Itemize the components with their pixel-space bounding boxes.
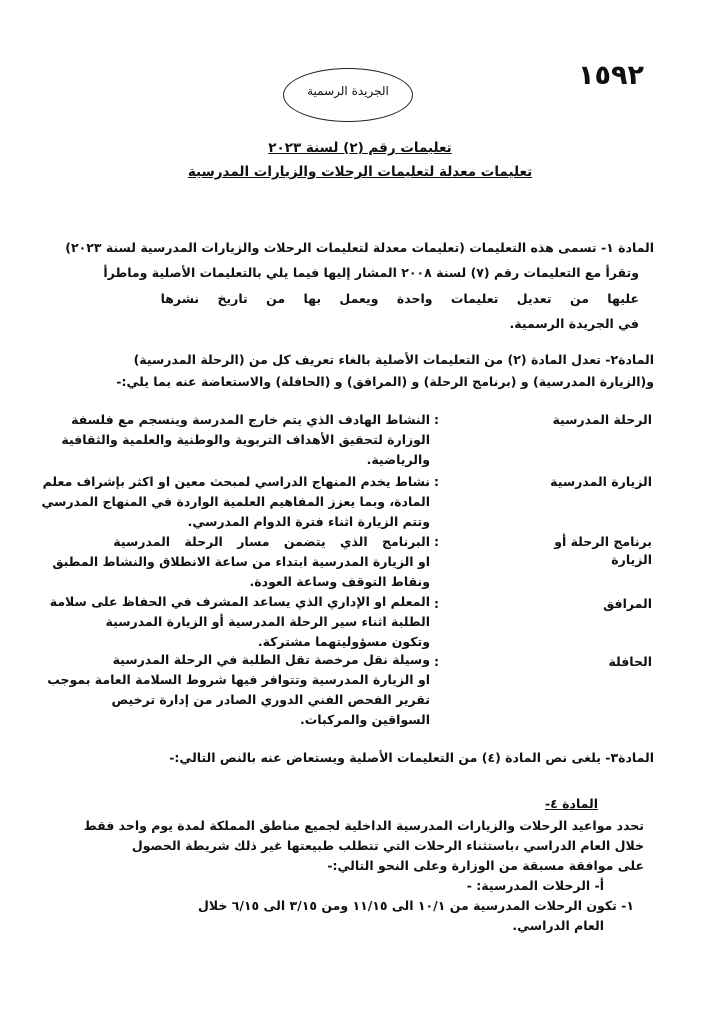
definition-line: النشاط الهادف الذي يتم خارج المدرسة وينسجم مع فلسفة	[71, 412, 430, 427]
definition-term: الحافلة	[608, 654, 652, 669]
definition-term: برنامج الرحلة أو	[554, 534, 652, 549]
article-4-heading: المادة ٤-	[544, 796, 598, 811]
article-3: المادة٣- يلغى نص المادة (٤) من التعليمات الأصلية ويستعاض عنه بالنص التالي:-	[169, 750, 654, 765]
definition-line: والرياضية.	[366, 452, 430, 467]
gazette-label: الجريدة الرسمية	[307, 84, 389, 98]
definition-term: الزيارة المدرسية	[550, 474, 652, 489]
definition-line: البرنامج الذي يتضمن مسار الرحلة المدرسية	[113, 534, 430, 549]
definition-term: الزيارة	[611, 552, 652, 567]
definition-line: المعلم او الإداري الذي يساعد المشرف في الحفاظ على سلامة	[49, 594, 430, 609]
article-4-item-1: العام الدراسي.	[512, 918, 604, 933]
definition-line: المادة، وبما يعزز المفاهيم العلمية الواردة في المنهاج المدرسي	[41, 494, 430, 509]
definition-term: الرحلة المدرسية	[552, 412, 652, 427]
definition-line: ونقاط التوقف وساعة العودة.	[249, 574, 430, 589]
definition-colon: :	[434, 596, 439, 611]
instructions-main-title: تعليمات معدلة لتعليمات الرحلات والزيارات المدرسية	[187, 164, 533, 180]
definition-line: او الزيارة المدرسية وتتوافر فيها شروط السلامة العامة بموجب	[47, 672, 430, 687]
definition-line: السواقين والمركبات.	[300, 712, 430, 727]
definition-colon: :	[434, 654, 439, 669]
article-1-line: المادة ١- تسمى هذه التعليمات (تعليمات معدلة لتعليمات الرحلات والزيارات المدرسية لسنة ٢٠٢٣)	[65, 240, 654, 255]
article-2-line: و(الزيارة المدرسية) و (برنامج الرحلة) و (المرافق) و (الحافلة) والاستعاضة عنه بما يلي:-	[116, 374, 654, 389]
definition-colon: :	[434, 474, 439, 489]
definition-term: المرافق	[603, 596, 652, 611]
article-4-item-1: ١- تكون الرحلات المدرسية من ١٠/١ الى ١١/١٥ ومن ٣/١٥ الى ٦/١٥ خلال	[198, 898, 634, 913]
instructions-number-title: تعليمات رقم (٢) لسنة ٢٠٢٣	[268, 140, 452, 156]
definition-line: نشاط يخدم المنهاج الدراسي لمبحث معين او اكثر بإشراف معلم	[42, 474, 430, 489]
article-4-line: خلال العام الدراسي ،باستثناء الرحلات التي تتطلب طبيعتها غير ذلك شريطة الحصول	[131, 838, 644, 853]
definition-line: او الزيارة المدرسية ابتداء من ساعة الانطلاق والنشاط المطبق	[52, 554, 430, 569]
definition-line: وتتم الزيارة اثناء فترة الدوام المدرسي.	[187, 514, 430, 529]
definition-colon: :	[434, 534, 439, 549]
article-4-sub-a: أ- الرحلات المدرسية: -	[466, 878, 604, 893]
definition-line: وسيلة نقل مرخصة تقل الطلبة في الرحلة المدرسية	[112, 652, 430, 667]
article-4-line: تحدد مواعيد الرحلات والزيارات المدرسية الداخلية لجميع مناطق المملكة لمدة يوم واحد فقط	[83, 818, 644, 833]
article-1-line: عليها من تعديل تعليمات واحدة ويعمل بها من تاريخ نشرها	[160, 291, 639, 306]
definition-line: تقرير الفحص الفني الدوري الصادر من إدارة ترخيص	[111, 692, 430, 707]
definition-line: الطلبة اثناء سير الرحلة المدرسية أو الزيارة المدرسية	[105, 614, 430, 629]
article-1-line: في الجريدة الرسمية.	[509, 316, 639, 331]
article-4-line: على موافقة مسبقة من الوزارة وعلى النحو التالي:-	[327, 858, 644, 873]
definition-line: الوزارة لتحقيق الأهداف التربوية والوطنية والعلمية والثقافية	[61, 432, 430, 447]
definition-colon: :	[434, 412, 439, 427]
article-2-line: المادة٢- تعدل المادة (٢) من التعليمات الأصلية بالغاء تعريف كل من (الرحلة المدرسية)	[133, 352, 654, 367]
definition-line: وتكون مسؤوليتهما مشتركة.	[257, 634, 430, 649]
page-number: ١٥٩٢	[578, 60, 644, 91]
article-1-line: وتقرأ مع التعليمات رقم (٧) لسنة ٢٠٠٨ المشار إليها فيما يلي بالتعليمات الأصلية وماطرأ	[103, 265, 639, 280]
